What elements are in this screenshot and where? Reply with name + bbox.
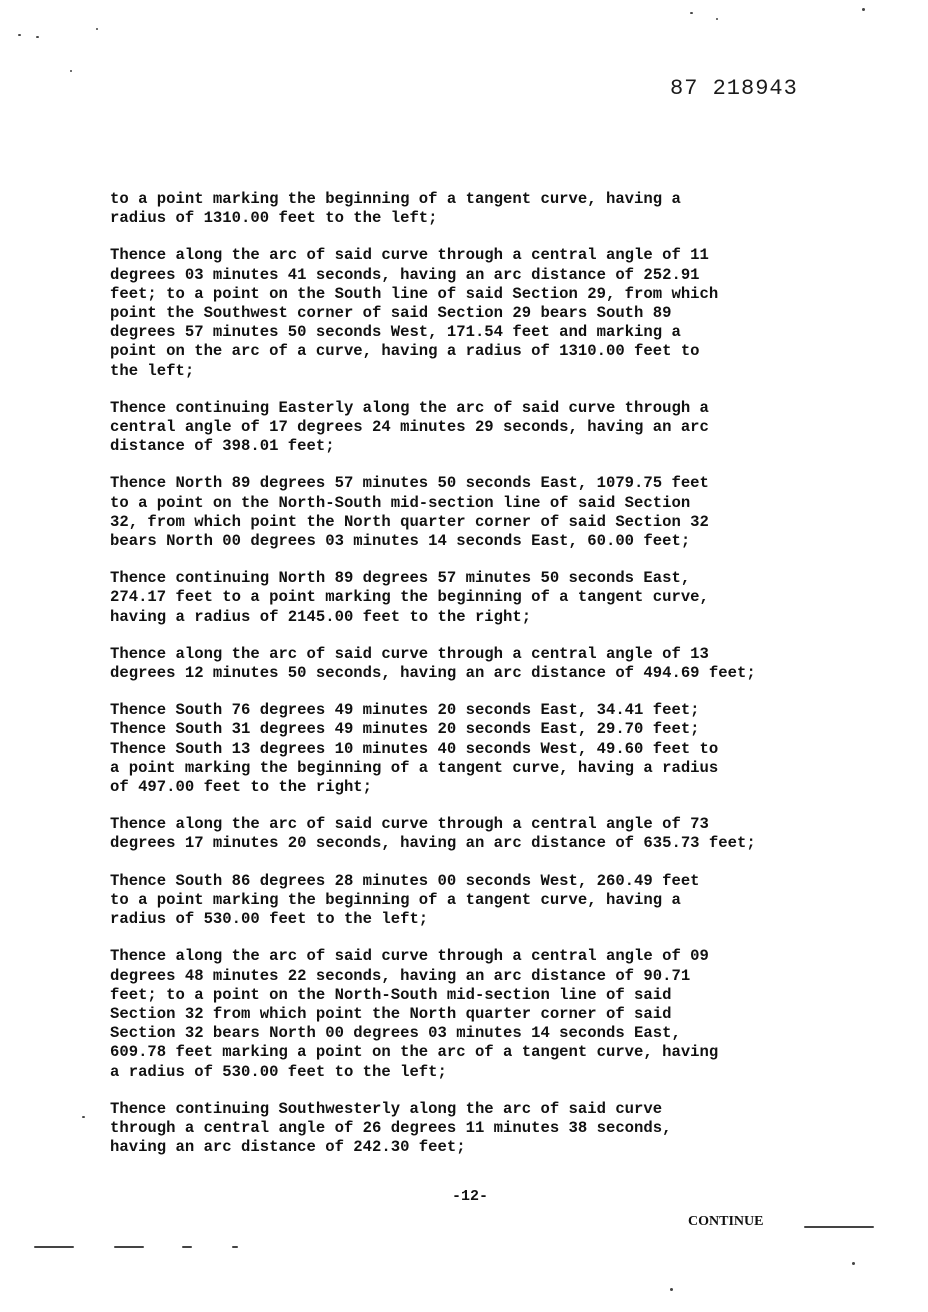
scan-speck — [70, 70, 72, 72]
scan-speck — [690, 12, 693, 14]
document-number: 87 218943 — [670, 76, 798, 101]
paragraph: to a point marking the beginning of a tangent curve, having a radius of 1310.00 feet to the left; — [110, 190, 681, 228]
page-number: -12- — [452, 1188, 489, 1205]
scan-speck — [96, 28, 98, 30]
paragraph: Thence North 89 degrees 57 minutes 50 seconds East, 1079.75 feet to a point on the North-South mid-section line of said Section 32, from which point the North quarter corner of said Section 32 bears North 00 degrees 03 minutes 14 seconds East, 60.00 feet; — [110, 474, 709, 551]
scan-speck — [862, 8, 865, 11]
scan-speck — [670, 1288, 673, 1291]
paragraph: Thence along the arc of said curve through a central angle of 09 degrees 48 minutes 22 seconds, having an arc distance of 90.71 feet; to a point on the North-South mid-section line of said Section 32 from which point the North quarter corner of said Section 32 bears North 00 degrees 03 minutes 14 seconds East, 609.78 feet marking a point on the arc of a tangent curve, having a radius of 530.00 feet to the left; — [110, 947, 719, 1081]
continue-label: CONTINUE — [688, 1214, 764, 1229]
scan-speck — [18, 34, 21, 36]
scan-speck — [232, 1246, 238, 1248]
scan-speck — [852, 1262, 855, 1265]
paragraph: Thence continuing Southwesterly along the arc of said curve through a central angle of 26 degrees 11 minutes 38 seconds, having an arc distance of 242.30 feet; — [110, 1099, 672, 1157]
scan-speck — [114, 1246, 144, 1248]
paragraph: Thence South 86 degrees 28 minutes 00 seconds West, 260.49 feet to a point marking the beginning of a tangent curve, having a radius of 530.00 feet to the left; — [110, 871, 700, 929]
paragraph: Thence South 76 degrees 49 minutes 20 seconds East, 34.41 feet; Thence South 31 degrees 49 minutes 20 seconds East, 29.70 feet; Thence South 13 degrees 10 minutes 40 seconds West, 49.60 feet to a point marking the beginning of a tangent curve, having a radius of 497.00 feet to the right; — [110, 701, 719, 797]
scan-speck — [716, 18, 718, 20]
paragraph: Thence along the arc of said curve through a central angle of 73 degrees 17 minutes 20 seconds, having an arc distance of 635.73 feet; — [110, 815, 756, 853]
paragraph: Thence along the arc of said curve through a central angle of 11 degrees 03 minutes 41 seconds, having an arc distance of 252.91 feet; to a point on the South line of said Section 29, from which point the Southwest corner of said Section 29 bears South 89 degrees 57 minutes 50 seconds West, 171.54 feet and marking a point on the arc of a curve, having a radius of 1310.00 feet to the left; — [110, 246, 719, 380]
scan-speck — [34, 1246, 74, 1248]
legal-description-body — [110, 190, 858, 1175]
scan-speck — [82, 1116, 85, 1118]
paragraph: Thence continuing North 89 degrees 57 minutes 50 seconds East, 274.17 feet to a point marking the beginning of a tangent curve, having a radius of 2145.00 feet to the right; — [110, 569, 709, 626]
paragraph: Thence continuing Easterly along the arc of said curve through a central angle of 17 degrees 24 minutes 29 seconds, having an arc distance of 398.01 feet; — [110, 398, 709, 456]
scan-speck — [804, 1226, 874, 1228]
scan-speck — [36, 36, 39, 38]
paragraph: Thence along the arc of said curve through a central angle of 13 degrees 12 minutes 50 seconds, having an arc distance of 494.69 feet; — [110, 644, 756, 683]
scan-speck — [182, 1246, 192, 1248]
